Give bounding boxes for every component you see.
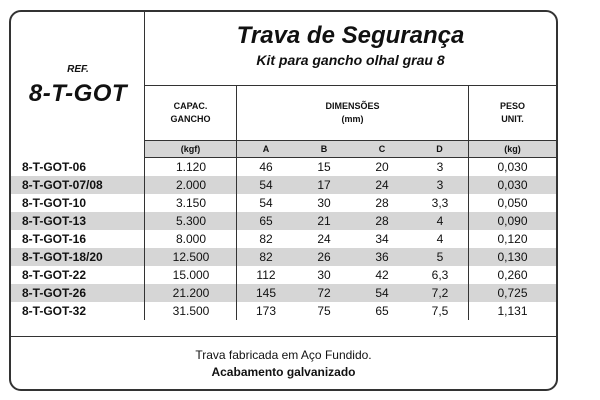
cell-ref: 8-T-GOT-26 bbox=[22, 286, 87, 300]
table-row bbox=[11, 158, 556, 176]
column-divider bbox=[468, 230, 469, 248]
table-header bbox=[11, 12, 556, 158]
unit-d: D bbox=[411, 141, 469, 157]
cell-c: 28 bbox=[375, 196, 389, 210]
cell-capac: 21.200 bbox=[172, 286, 210, 300]
cell-a: 46 bbox=[259, 160, 273, 174]
column-divider bbox=[236, 302, 237, 320]
column-divider bbox=[468, 212, 469, 230]
column-divider bbox=[236, 230, 237, 248]
cell-b: 21 bbox=[317, 214, 331, 228]
column-divider bbox=[236, 284, 237, 302]
table-row bbox=[11, 284, 556, 302]
column-divider bbox=[468, 248, 469, 266]
column-divider bbox=[144, 266, 145, 284]
table-body bbox=[11, 158, 556, 320]
cell-peso: 1,131 bbox=[497, 304, 528, 318]
cell-b: 26 bbox=[317, 250, 331, 264]
cell-d: 3,3 bbox=[431, 196, 449, 210]
cell-b: 17 bbox=[317, 178, 331, 192]
column-divider bbox=[144, 230, 145, 248]
ref-cell bbox=[11, 12, 145, 158]
column-divider bbox=[236, 266, 237, 284]
column-divider bbox=[144, 212, 145, 230]
capac-line2: GANCHO bbox=[170, 114, 211, 124]
cell-b: 24 bbox=[317, 232, 331, 246]
cell-capac: 15.000 bbox=[172, 268, 210, 282]
cell-capac: 1.120 bbox=[175, 160, 207, 174]
cell-ref: 8-T-GOT-10 bbox=[22, 196, 87, 210]
cell-d: 7,2 bbox=[431, 286, 449, 300]
cell-c: 20 bbox=[375, 160, 389, 174]
cell-capac: 5.300 bbox=[175, 214, 207, 228]
cell-d: 7,5 bbox=[431, 304, 449, 318]
title-cell bbox=[145, 12, 556, 86]
cell-a: 112 bbox=[256, 268, 276, 282]
cell-c: 24 bbox=[375, 178, 389, 192]
cell-c: 54 bbox=[375, 286, 389, 300]
column-divider bbox=[468, 176, 469, 194]
column-divider bbox=[468, 194, 469, 212]
column-divider bbox=[468, 266, 469, 284]
column-divider bbox=[144, 158, 145, 176]
cell-c: 36 bbox=[375, 250, 389, 264]
cell-ref: 8-T-GOT-32 bbox=[22, 304, 87, 318]
cell-b: 75 bbox=[317, 304, 331, 318]
cell-a: 54 bbox=[259, 178, 273, 192]
cell-ref: 8-T-GOT-07/08 bbox=[22, 178, 103, 192]
table-row bbox=[11, 212, 556, 230]
unit-kg: (kg) bbox=[504, 144, 521, 154]
cell-capac: 3.150 bbox=[175, 196, 207, 210]
cell-capac: 12.500 bbox=[172, 250, 210, 264]
column-divider bbox=[468, 302, 469, 320]
column-divider bbox=[236, 176, 237, 194]
cell-peso: 0,120 bbox=[497, 232, 528, 246]
column-header-dimensoes bbox=[237, 86, 469, 140]
table-row bbox=[11, 176, 556, 194]
cell-peso: 0,260 bbox=[497, 268, 528, 282]
cell-ref: 8-T-GOT-06 bbox=[22, 160, 87, 174]
column-divider bbox=[236, 158, 237, 176]
cell-peso: 0,030 bbox=[497, 160, 528, 174]
cell-c: 65 bbox=[375, 304, 389, 318]
cell-a: 173 bbox=[255, 304, 277, 318]
units-row bbox=[145, 140, 556, 158]
column-header-capac bbox=[145, 86, 237, 140]
cell-a: 145 bbox=[255, 286, 277, 300]
table-row bbox=[11, 302, 556, 320]
ref-value: 8-T-GOT bbox=[28, 80, 128, 107]
cell-peso: 0,050 bbox=[497, 196, 528, 210]
cell-capac: 2.000 bbox=[175, 178, 207, 192]
cell-b: 30 bbox=[317, 196, 331, 210]
table-subtitle: Kit para gancho olhal grau 8 bbox=[256, 52, 445, 68]
cell-d: 5 bbox=[436, 250, 444, 264]
cell-b: 15 bbox=[317, 160, 331, 174]
peso-line1: PESO bbox=[499, 101, 525, 111]
table-row bbox=[11, 266, 556, 284]
column-divider bbox=[236, 194, 237, 212]
peso-line2: UNIT. bbox=[501, 114, 524, 124]
column-divider bbox=[144, 248, 145, 266]
column-divider bbox=[236, 212, 237, 230]
cell-d: 4 bbox=[436, 232, 444, 246]
cell-a: 54 bbox=[259, 196, 273, 210]
column-divider bbox=[236, 248, 237, 266]
spec-table bbox=[9, 10, 558, 391]
cell-peso: 0,090 bbox=[497, 214, 528, 228]
table-title: Trava de Segurança bbox=[236, 22, 465, 49]
cell-c: 34 bbox=[375, 232, 389, 246]
unit-a: A bbox=[262, 144, 270, 154]
footer-finish: Acabamento galvanizado bbox=[211, 365, 356, 379]
cell-d: 3 bbox=[436, 160, 444, 174]
column-divider bbox=[144, 302, 145, 320]
capac-line1: CAPAC. bbox=[173, 101, 208, 111]
cell-d: 3 bbox=[436, 178, 444, 192]
unit-kgf: (kgf) bbox=[145, 141, 237, 157]
cell-ref: 8-T-GOT-13 bbox=[22, 214, 87, 228]
footer-material: Trava fabricada em Aço Fundido. bbox=[195, 348, 372, 362]
column-divider bbox=[144, 194, 145, 212]
unit-c: C bbox=[378, 144, 386, 154]
table-row bbox=[11, 248, 556, 266]
cell-a: 82 bbox=[259, 232, 273, 246]
ref-label: REF. bbox=[67, 64, 89, 75]
cell-d: 6,3 bbox=[431, 268, 449, 282]
unit-b: B bbox=[320, 144, 328, 154]
column-divider bbox=[144, 176, 145, 194]
dim-line1: DIMENSÕES bbox=[325, 101, 380, 111]
cell-c: 28 bbox=[375, 214, 389, 228]
cell-ref: 8-T-GOT-18/20 bbox=[22, 250, 103, 264]
cell-d: 4 bbox=[436, 214, 444, 228]
column-divider bbox=[468, 284, 469, 302]
table-row bbox=[11, 230, 556, 248]
cell-peso: 0,130 bbox=[497, 250, 528, 264]
cell-peso: 0,030 bbox=[497, 178, 528, 192]
cell-ref: 8-T-GOT-22 bbox=[22, 268, 87, 282]
cell-c: 42 bbox=[375, 268, 389, 282]
column-header-peso bbox=[469, 86, 556, 140]
column-divider bbox=[468, 158, 469, 176]
cell-ref: 8-T-GOT-16 bbox=[22, 232, 87, 246]
cell-a: 65 bbox=[259, 214, 273, 228]
table-row bbox=[11, 194, 556, 212]
table-footer bbox=[11, 336, 556, 391]
column-divider bbox=[144, 284, 145, 302]
cell-capac: 31.500 bbox=[172, 304, 210, 318]
cell-capac: 8.000 bbox=[175, 232, 207, 246]
cell-peso: 0,725 bbox=[497, 286, 528, 300]
dim-line2: (mm) bbox=[341, 114, 364, 124]
cell-b: 30 bbox=[317, 268, 331, 282]
cell-a: 82 bbox=[259, 250, 273, 264]
cell-b: 72 bbox=[317, 286, 331, 300]
